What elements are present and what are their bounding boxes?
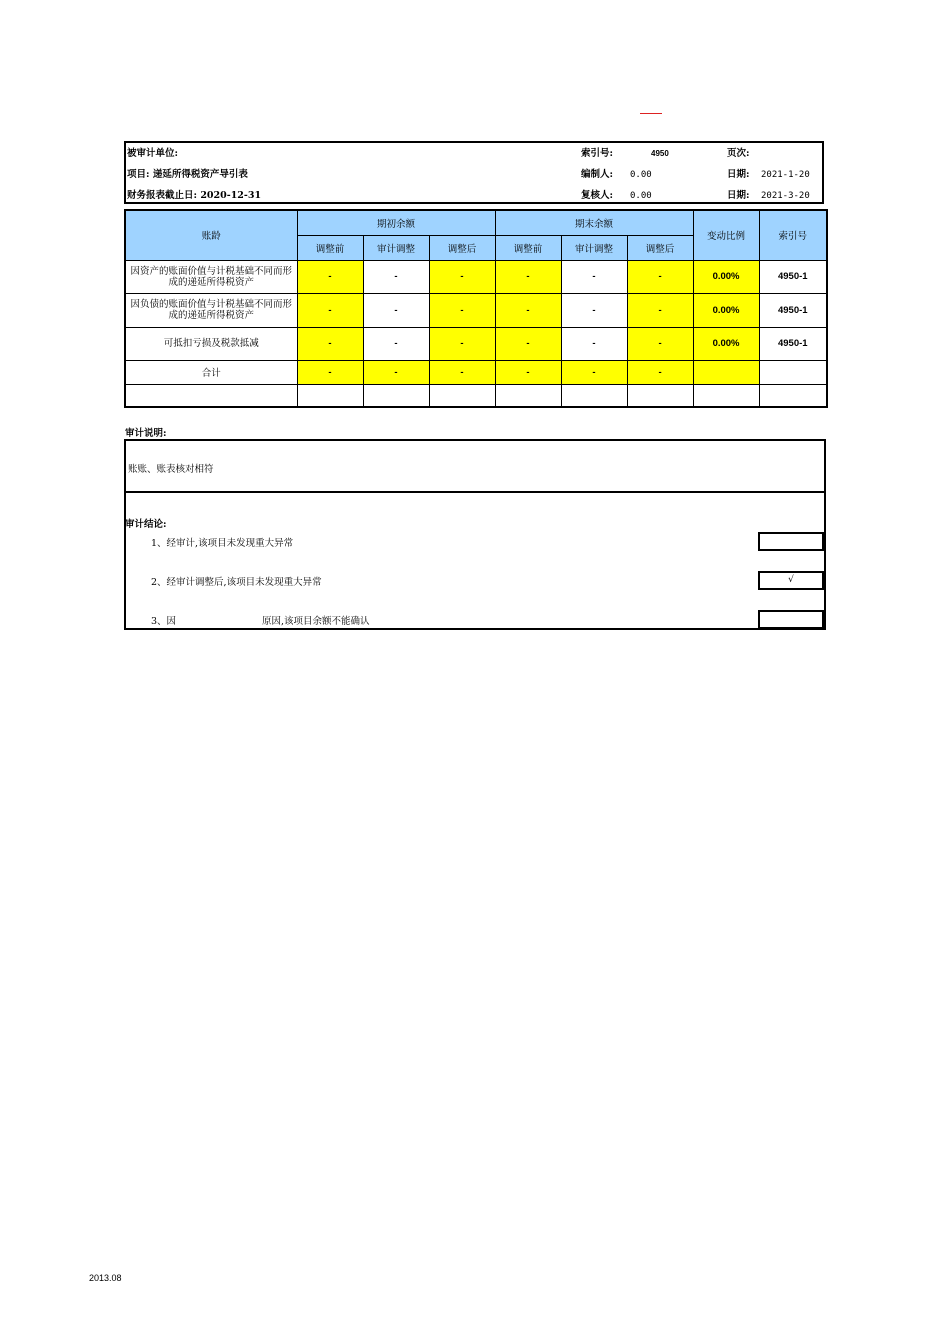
conclusion-checkbox-3[interactable] <box>758 610 824 629</box>
total-value: - <box>429 360 495 384</box>
header-index: 索引号 <box>759 210 827 260</box>
header-info-box <box>124 141 824 204</box>
row-index-ref: 4950-1 <box>759 327 827 360</box>
explanation-label: 审计说明: <box>125 428 167 439</box>
date2-label: 日期: <box>727 190 750 201</box>
conclusion-item-2: 2、经审计调整后,该项目未发现重大异常 <box>151 577 322 588</box>
conclusion-box <box>124 491 826 630</box>
reviewer-value: 0.00 <box>630 191 652 201</box>
empty-cell <box>693 384 759 407</box>
empty-cell <box>627 384 693 407</box>
subheader-audit: 审计调整 <box>363 235 429 260</box>
total-value: - <box>297 360 363 384</box>
cell-value: - <box>429 293 495 327</box>
preparer-label: 编制人: <box>581 169 614 180</box>
row-label: 因负债的账面价值与计税基础不同而形成的递延所得税资产 <box>125 293 297 327</box>
conclusion-checkbox-2[interactable]: √ <box>758 571 824 590</box>
change-ratio: 0.00% <box>693 293 759 327</box>
index-no-label: 索引号: <box>581 148 614 159</box>
header-change: 变动比例 <box>693 210 759 260</box>
total-value: - <box>495 360 561 384</box>
date1-label: 日期: <box>727 169 750 180</box>
cell-value: - <box>297 260 363 293</box>
cell-value: - <box>627 293 693 327</box>
table-row <box>125 327 827 360</box>
row-label: 可抵扣亏损及税款抵减 <box>125 327 297 360</box>
total-change <box>693 360 759 384</box>
cell-value: - <box>561 327 627 360</box>
project-label: 项目: 递延所得税资产导引表 <box>127 169 248 180</box>
total-value: - <box>627 360 693 384</box>
change-ratio: 0.00% <box>693 260 759 293</box>
audited-unit-label: 被审计单位: <box>127 148 179 159</box>
change-ratio: 0.00% <box>693 327 759 360</box>
cell-value: - <box>429 260 495 293</box>
total-label: 合计 <box>125 360 297 384</box>
cell-value: - <box>495 327 561 360</box>
cell-value: - <box>297 327 363 360</box>
empty-cell <box>561 384 627 407</box>
empty-cell <box>759 384 827 407</box>
total-row <box>125 360 827 384</box>
red-mark <box>640 113 662 114</box>
subheader-audit: 审计调整 <box>561 235 627 260</box>
empty-cell <box>125 384 297 407</box>
subheader-after: 调整后 <box>429 235 495 260</box>
total-value: - <box>363 360 429 384</box>
preparer-value: 0.00 <box>630 170 652 180</box>
total-value: - <box>561 360 627 384</box>
guide-table <box>124 209 828 408</box>
cell-value: - <box>297 293 363 327</box>
row-label: 因资产的账面价值与计税基础不同而形成的递延所得税资产 <box>125 260 297 293</box>
table-row <box>125 293 827 327</box>
subheader-after: 调整后 <box>627 235 693 260</box>
conclusion-item-3-suffix: 原因,该项目余额不能确认 <box>262 616 370 627</box>
cell-value: - <box>363 293 429 327</box>
header-aging: 账龄 <box>125 210 297 260</box>
cell-value: - <box>495 293 561 327</box>
date2-value: 2021-3-20 <box>761 191 810 201</box>
conclusion-item-1: 1、经审计,该项目未发现重大异常 <box>151 538 294 549</box>
conclusion-label: 审计结论: <box>125 519 167 530</box>
cell-value: - <box>429 327 495 360</box>
cell-value: - <box>627 260 693 293</box>
subheader-before: 调整前 <box>297 235 363 260</box>
cell-value: - <box>627 327 693 360</box>
conclusion-item-3-prefix: 3、因 <box>151 616 177 627</box>
reviewer-label: 复核人: <box>581 190 614 201</box>
total-index <box>759 360 827 384</box>
date1-value: 2021-1-20 <box>761 170 810 180</box>
report-date-label: 财务报表截止日: 2020-12-31 <box>127 190 262 201</box>
conclusion-checkbox-1[interactable] <box>758 532 824 551</box>
header-closing: 期末余额 <box>495 210 693 235</box>
empty-cell <box>429 384 495 407</box>
explanation-text: 账账、账表核对相符 <box>128 464 214 475</box>
empty-cell <box>363 384 429 407</box>
footer-version: 2013.08 <box>89 1273 122 1283</box>
index-no-value: 4950 <box>651 149 669 158</box>
cell-value: - <box>561 260 627 293</box>
header-opening: 期初余额 <box>297 210 495 235</box>
row-index-ref: 4950-1 <box>759 260 827 293</box>
cell-value: - <box>363 327 429 360</box>
cell-value: - <box>495 260 561 293</box>
cell-value: - <box>363 260 429 293</box>
empty-cell <box>297 384 363 407</box>
cell-value: - <box>561 293 627 327</box>
page-label: 页次: <box>727 148 750 159</box>
explanation-box <box>124 439 826 493</box>
empty-row <box>125 384 827 407</box>
subheader-before: 调整前 <box>495 235 561 260</box>
empty-cell <box>495 384 561 407</box>
row-index-ref: 4950-1 <box>759 293 827 327</box>
table-row <box>125 260 827 293</box>
